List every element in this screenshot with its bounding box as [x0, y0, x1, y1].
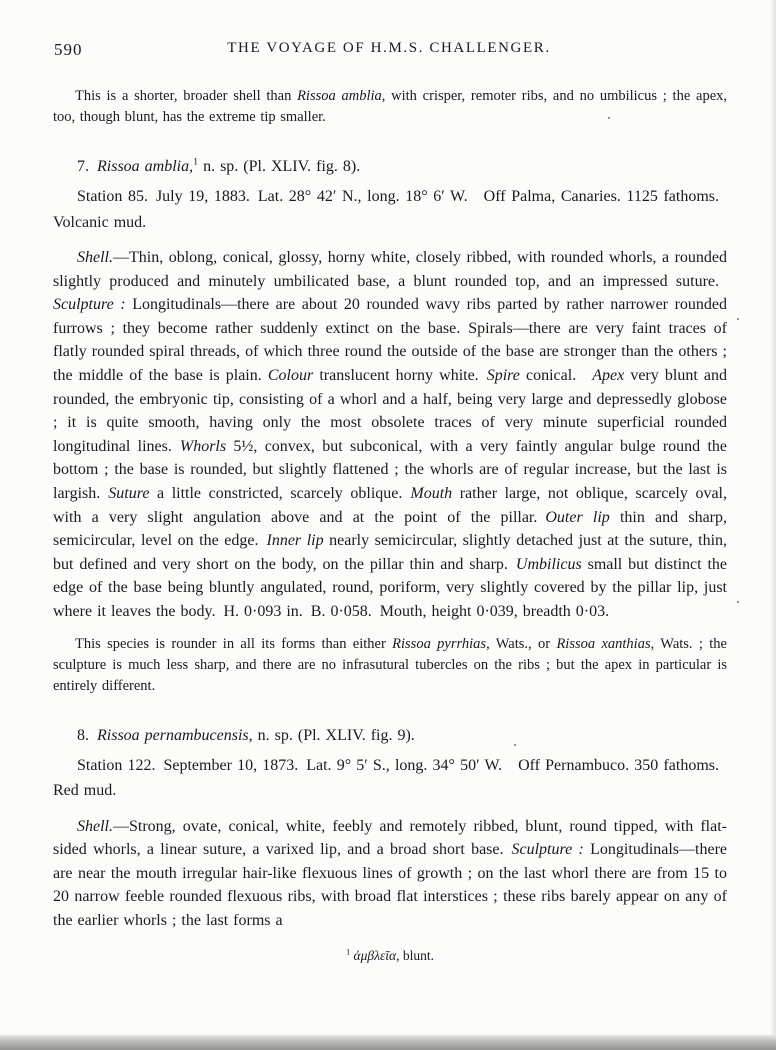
italic-text: Rissoa amblia	[97, 158, 190, 175]
text: ,	[189, 158, 194, 175]
page-body	[53, 76, 727, 965]
italic-text: Rissoa xanthias	[556, 635, 651, 652]
scan-speck	[737, 601, 739, 603]
italic-text: Shell.	[77, 249, 113, 266]
text: nearly semicircular, slightly detached just at the suture, thin, but defined and very short on the body, on the pillar thin and sharp.	[53, 532, 728, 573]
text: —Thin, oblong, conical, glossy, horny white, closely ribbed, with rounded whorls, a rounded slightly produced and minutely umbilicated base, a blunt rounded top, and an impressed suture.	[53, 249, 727, 290]
italic-text: Umbilicus	[515, 555, 582, 573]
text: translucent horny white.	[313, 366, 487, 384]
italic-text: Rissoa amblia	[297, 88, 382, 104]
text: small but distinct the edge of the base being bluntly angulated, round, poriform, very slightly covered by the pillar lip, just where it leaves the body. H. 0·093 in. B. 0·058. Mouth, height 0·039, breadth 0·03.	[53, 555, 728, 620]
intro-note	[53, 86, 727, 128]
text: , n. sp. (Pl. XLIV. fig. 9).	[248, 726, 415, 744]
text: , Wats., or	[486, 635, 557, 652]
text: Longitudinals—there are about 20 rounded wavy ribs parted by rather narrower rounded furrows ; they become rather suddenly extinct on the base. Spirals—there are very faint traces of flatly rounded spiral threads, of which three round the outside of the base are stronger than the others ; the middle of the base is plain.	[53, 296, 727, 384]
text: Station 122. September 10, 1873. Lat. 9° 5′ S., long. 34° 50′ W. Off Pernambuco. 350 fathoms. Red mud.	[53, 756, 727, 799]
footnote-marker: 1	[345, 947, 351, 957]
text: This species is rounder in all its forms than either	[75, 635, 393, 652]
italic-text: Spire	[486, 366, 520, 384]
species-8-heading	[53, 724, 727, 748]
italic-text: Apex	[592, 366, 625, 384]
text: Station 85. July 19, 1883. Lat. 28° 42′ N., long. 18° 6′ W. Off Palma, Canaries. 1125 fathoms. Volcanic mud.	[53, 188, 727, 231]
page-number: 590	[54, 40, 83, 59]
species-7-station	[53, 184, 727, 235]
species-7-description	[53, 246, 727, 624]
species-8-station	[53, 753, 727, 804]
italic-text: Rissoa pyrrhias	[392, 635, 487, 652]
species-7-remarks	[53, 634, 727, 697]
text: 7.	[77, 158, 97, 175]
text: conical.	[519, 366, 593, 384]
text: 8.	[77, 726, 97, 744]
text: thin and sharp, semicircular, level on the edge.	[53, 508, 727, 550]
footnote-marker: 1	[193, 156, 199, 168]
italic-text: Suture	[108, 484, 150, 502]
text: , Wats. ; the sculpture is much less sharp, and there are no infrasutural tubercles on the ribs ; but the apex in particular is entirely different.	[53, 635, 727, 694]
footnote	[53, 947, 727, 965]
text: 5½, convex, but subconical, with a very faintly angular bulge round the bottom ; the base is rounded, but slightly flattened ; the whorls are of regular increase, but the last is largish.	[53, 437, 727, 502]
italic-text: Outer lip	[545, 508, 610, 526]
italic-text: Colour	[267, 366, 314, 384]
italic-text: ἀμβλεῖα	[353, 948, 397, 964]
italic-text: Sculpture :	[511, 841, 584, 859]
italic-text: Sculpture :	[53, 296, 126, 314]
italic-text: Mouth	[410, 484, 453, 502]
text: Longitudinals—there are near the mouth irregular hair-like flexuous lines of growth ; on the last whorl there are from 15 to 20 narrow feeble rounded flexuous ribs, with broad flat interstices ; these ribs barely appear on any of the earlier whorls ; the last forms a	[53, 841, 728, 929]
page-header	[54, 40, 724, 62]
text: , with crisper, remoter ribs, and no umbilicus ; the apex, too, though blunt, has the extreme tip smaller.	[53, 88, 727, 125]
text: n. sp. (Pl. XLIV. fig. 8).	[198, 158, 361, 175]
italic-text: Whorls	[179, 437, 227, 455]
scan-speck	[737, 318, 739, 320]
text: This is a shorter, broader shell than	[75, 88, 298, 104]
italic-text: Shell.	[77, 817, 113, 835]
text: a little constricted, scarcely oblique.	[149, 484, 411, 502]
text: , blunt.	[396, 948, 435, 964]
species-7-heading	[53, 155, 727, 179]
text: rather large, not oblique, scarcely oval, with a very slight angulation above and at the point of the pillar.	[53, 484, 727, 526]
italic-text: Inner lip	[266, 532, 324, 550]
italic-text: Rissoa pernambucensis	[97, 726, 249, 744]
species-8-description	[53, 815, 727, 933]
running-title: THE VOYAGE OF H.M.S. CHALLENGER.	[227, 40, 551, 56]
scan-speck	[608, 117, 610, 119]
text: —Strong, ovate, conical, white, feebly and remotely ribbed, blunt, round tipped, with flat-sided whorls, a linear suture, a varixed lip, and a broad short base.	[53, 817, 727, 859]
text: very blunt and rounded, the embryonic tip, consisting of a whorl and a half, being very large and depressedly globose ; it is quite smooth, having only the most obsolete traces of very minute superficial rounded longitudinal lines.	[53, 366, 728, 455]
scan-edge-right	[770, 0, 776, 1050]
scan-speck	[514, 744, 516, 746]
scan-edge-bottom	[0, 1035, 776, 1050]
